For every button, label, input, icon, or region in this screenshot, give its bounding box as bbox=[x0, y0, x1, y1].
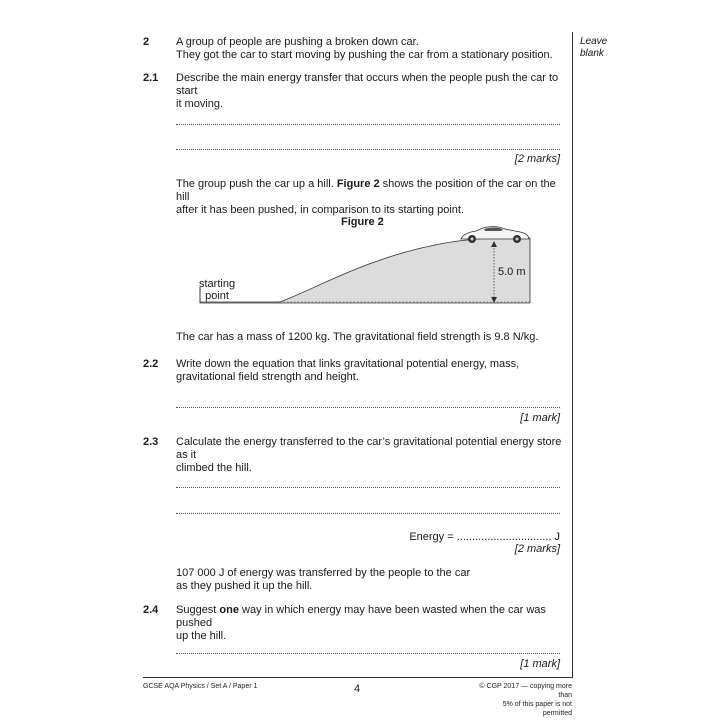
figure-title: Figure 2 bbox=[341, 216, 384, 228]
energy-given-line-1: 107 000 J of energy was transferred by the people to the car bbox=[176, 567, 471, 579]
question-2-line-1: A group of people are pushing a broken down car. bbox=[176, 36, 419, 48]
marks-2-1: [2 marks] bbox=[514, 153, 560, 165]
energy-answer-field[interactable]: Energy = ............................... J bbox=[409, 531, 560, 543]
question-2-3-number: 2.3 bbox=[143, 436, 159, 448]
intro-text-a: The group push the car up a hill. bbox=[176, 178, 337, 190]
answer-line-2-4[interactable] bbox=[176, 653, 560, 654]
answer-line-2-3-b[interactable] bbox=[176, 513, 560, 514]
question-2-1-text bbox=[176, 72, 571, 111]
question-2-3-text bbox=[176, 436, 571, 475]
copyright-line-2: 5% of this paper is not permitted bbox=[502, 701, 572, 717]
question-2-2-line-1: Write down the equation that links gravitational potential energy, mass, bbox=[176, 358, 520, 370]
question-2-3-line-1: Calculate the energy transferred to the car’s gravitational potential energy store as it bbox=[176, 436, 562, 461]
hill-figure bbox=[195, 225, 535, 320]
question-2-line-2: They got the car to start moving by pushing the car from a stationary position. bbox=[176, 49, 553, 61]
question-2-4-line-2: up the hill. bbox=[176, 630, 227, 642]
leave-blank-label bbox=[580, 36, 607, 60]
answer-line-2-2[interactable] bbox=[176, 407, 560, 408]
footer-copyright bbox=[472, 682, 572, 718]
energy-given-text bbox=[176, 567, 571, 593]
question-2-2-number: 2.2 bbox=[143, 358, 159, 370]
leave-text: Leave bbox=[580, 36, 608, 47]
page-number: 4 bbox=[354, 683, 361, 695]
q24-bold-word: one bbox=[219, 604, 239, 616]
height-label: 5.0 m bbox=[498, 266, 526, 278]
question-2-text bbox=[176, 36, 571, 62]
starting-text: starting bbox=[199, 278, 236, 290]
intro-text-c: shows the position of the car on the hill bbox=[176, 178, 556, 203]
question-2-3-line-2: climbed the hill. bbox=[176, 462, 252, 474]
answer-line-2-1-b[interactable] bbox=[176, 149, 560, 150]
blank-text: blank bbox=[580, 48, 604, 59]
question-2-1-line-1: Describe the main energy transfer that occurs when the people push the car to start bbox=[176, 72, 559, 97]
point-text: point bbox=[205, 290, 229, 302]
marks-2-2: [1 mark] bbox=[520, 412, 560, 424]
question-2-1-line-2: it moving. bbox=[176, 98, 224, 110]
marks-2-3: [2 marks] bbox=[514, 543, 560, 555]
intro-figure-ref: Figure 2 bbox=[336, 178, 380, 190]
starting-point-label bbox=[199, 278, 235, 302]
copyright-line-1: © CGP 2017 — copying more than bbox=[479, 683, 572, 699]
question-2-4-number: 2.4 bbox=[143, 604, 159, 616]
question-2-2-line-2: gravitational field strength and height. bbox=[176, 371, 359, 383]
q24-text-c: way in which energy may have been wasted when the car was pushed bbox=[176, 604, 546, 629]
question-2-2-text bbox=[176, 358, 571, 384]
question-2-4-line-1 bbox=[176, 604, 571, 630]
question-2-number: 2 bbox=[143, 36, 150, 48]
figure-intro-text bbox=[176, 178, 571, 217]
answer-line-2-1-a[interactable] bbox=[176, 124, 560, 125]
hill-shape bbox=[200, 238, 530, 303]
margin-rule bbox=[572, 32, 573, 677]
answer-line-2-3-a[interactable] bbox=[176, 487, 560, 488]
question-2-4-text bbox=[176, 604, 571, 643]
figure-intro-line-1 bbox=[176, 178, 571, 204]
mass-statement: The car has a mass of 1200 kg. The gravitational field strength is 9.8 N/kg. bbox=[176, 331, 539, 343]
question-2-1-number: 2.1 bbox=[143, 72, 159, 84]
marks-2-4: [1 mark] bbox=[520, 658, 560, 670]
q24-text-a: Suggest bbox=[176, 604, 220, 616]
energy-given-line-2: as they pushed it up the hill. bbox=[176, 580, 313, 592]
footer-rule bbox=[143, 677, 573, 678]
figure-intro-line-2: after it has been pushed, in comparison to its starting point. bbox=[176, 204, 464, 216]
footer-paper-label: GCSE AQA Physics / Set A / Paper 1 bbox=[143, 683, 258, 690]
